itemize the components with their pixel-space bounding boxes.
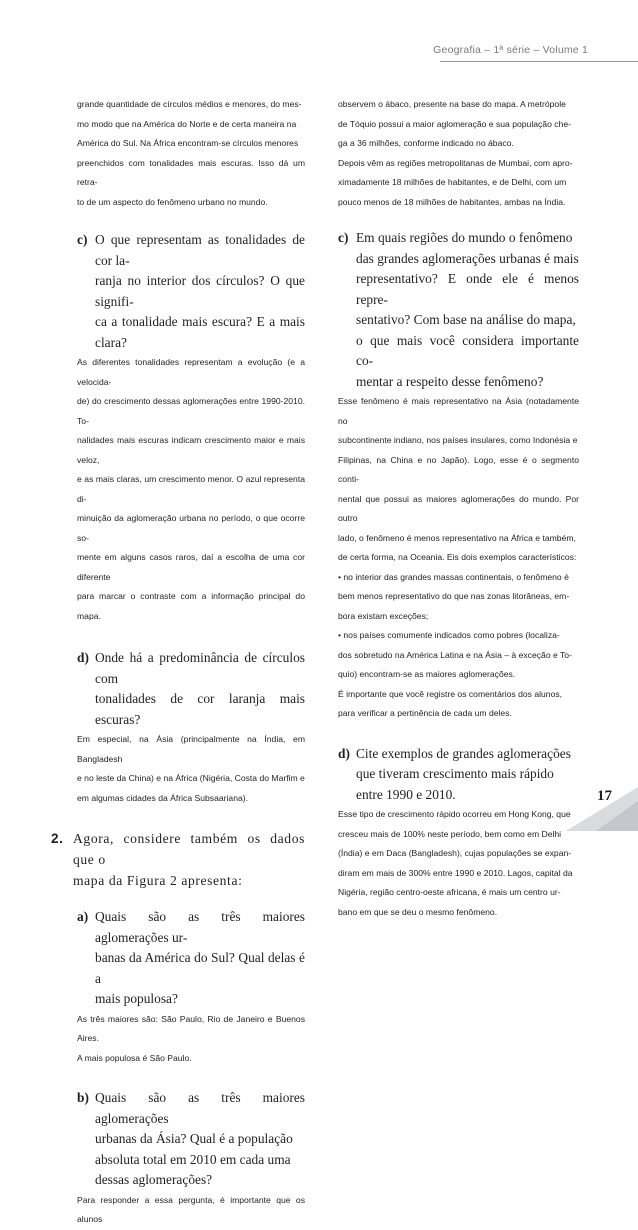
answer-line: As diferentes tonalidades representam a evolução (e a velocida-: [77, 357, 305, 387]
question-2a-text: [77, 907, 305, 1010]
question-line: sentativo? Com base na análise do mapa,: [356, 312, 576, 327]
answer-line: Depois vêm as regiões metropolitanas de Mumbai, com apro-: [338, 157, 573, 168]
answer-line: para verificar a pertinência de cada um deles.: [338, 708, 512, 718]
question-c-answer: [338, 392, 579, 724]
question-line: mentar a respeito desse fenômeno?: [356, 373, 544, 389]
answer-line: subcontinente indiano, nos países insulares, como Indonésia e: [338, 435, 578, 445]
question-line: O que representam as tonalidades de cor la-: [95, 232, 305, 268]
answer-line: em algumas cidades da África Subsaariana).: [77, 792, 249, 803]
answer-line: de) do crescimento dessas aglomerações entre 1990-2010. To-: [77, 396, 305, 426]
question-line: dessas aglomerações?: [95, 1172, 213, 1187]
question-2b-text: [77, 1088, 305, 1191]
question-line: Quais são as três maiores aglomerações: [95, 1090, 305, 1126]
answer-line: e as mais claras, um crescimento menor. O azul representa di-: [77, 474, 305, 504]
right-column: [338, 95, 579, 922]
question-c-left: [62, 230, 305, 626]
answer-line: Filipinas, na China e no Japão). Logo, esse é o segmento conti-: [338, 454, 579, 484]
answer-line: dos sobretudo na América Latina e na Ásia – à exceção e To-: [338, 649, 572, 660]
answer-line: (Índia) e em Daca (Bangladesh), cujas populações se expan-: [338, 848, 572, 858]
question-line: Quais são as três maiores aglomerações ur-: [95, 909, 305, 945]
question-c-text: [338, 228, 579, 392]
answer-line: Em especial, na Ásia (principalmente na Índia, em Bangladesh: [77, 734, 305, 764]
question-line: mais populosa?: [95, 991, 178, 1006]
question-label: c): [77, 232, 88, 247]
running-head-text: Geografia – 1ª série – Volume 1: [433, 44, 588, 56]
question-2a: [62, 907, 305, 1068]
question-line: Em quais regiões do mundo o fenômeno: [356, 230, 573, 245]
answer-line: América do Sul. Na África encontram-se círculos menores: [77, 138, 299, 148]
page-corner-decoration: [566, 787, 638, 831]
question-label: d): [338, 745, 350, 761]
question-d-text: [338, 744, 579, 806]
answer-line: preenchidos com tonalidades mais escuras. Isso dá um retra-: [77, 157, 305, 187]
question-c-right: [338, 228, 579, 724]
answer-line: Esse fenômeno é mais representativo na Ásia (notadamente no: [338, 396, 579, 426]
question-2b: [62, 1088, 305, 1230]
page-number: 17: [597, 788, 612, 804]
question-label: d): [77, 650, 89, 665]
question-2: [51, 828, 305, 891]
question-line: que tiveram crescimento mais rápido: [356, 766, 554, 781]
answer-line: bem menos representativo do que nas zonas litorâneas, em-: [338, 591, 570, 601]
answer-line: É importante que você registre os comentários dos alunos,: [338, 688, 563, 699]
answer-line: observem o ábaco, presente na base do mapa. A metrópole: [338, 99, 566, 109]
answer-line: ximadamente 18 milhões de habitantes, e de Delhi, com um: [338, 177, 567, 187]
answer-line: e no leste da China) e na África (Nigéria, Costa do Marfim e: [77, 773, 305, 783]
answer-line: diram em mais de 300% entre 1990 e 2010. Lagos, capital da: [338, 867, 573, 878]
question-number: 2.: [51, 831, 64, 846]
question-line: absoluta total em 2010 em cada uma: [95, 1151, 291, 1167]
question-line: representativo? E onde ele é menos repre-: [356, 271, 579, 307]
right-intro: [338, 95, 579, 212]
question-line: ca a tonalidade mais escura? E a mais clara?: [95, 314, 305, 350]
answer-line: cresceu mais de 100% neste período, bem como em Delhi: [338, 828, 562, 839]
question-line: Onde há a predominância de círculos com: [95, 650, 305, 686]
question-d-answer: [77, 730, 305, 808]
answer-line: para marcar o contraste com a informação principal do mapa.: [77, 591, 305, 621]
answer-line: de certa forma, na Oceania. Eis dois exemplos característicos:: [338, 552, 577, 562]
question-d-right: [338, 744, 579, 923]
left-column: [51, 95, 305, 1230]
question-line: o que mais você considera importante co-: [356, 332, 579, 368]
question-d-answer: [338, 805, 579, 922]
answer-line: de Tóquio possui a maior aglomeração e sua população che-: [338, 118, 571, 129]
answer-line: bano em que se deu o mesmo fenômeno.: [338, 906, 498, 917]
answer-line: nalidades mais escuras indicam crescimento maior e mais veloz,: [77, 435, 305, 465]
answer-line: bora existam exceções;: [338, 610, 429, 621]
answer-line: to de um aspecto do fenômeno urbano no mundo.: [77, 196, 268, 207]
question-line: banas da América do Sul? Qual delas é a: [95, 950, 305, 986]
answer-line: Para responder a essa pergunta, é importante que os alunos: [77, 1194, 305, 1224]
question-label: a): [77, 909, 89, 924]
answer-line: pouco menos de 18 milhões de habitantes, ambas na Índia.: [338, 196, 566, 207]
answer-line: quio) encontram-se as maiores aglomerações.: [338, 669, 516, 679]
running-head-rule: [440, 61, 638, 62]
question-line: Cite exemplos de grandes aglomerações: [356, 745, 571, 761]
question-2a-answer: [77, 1010, 305, 1069]
answer-line: mo modo que na América do Norte e de certa maneira na: [77, 118, 297, 129]
question-c-text: [77, 230, 305, 353]
answer-line: Nigéria, região centro-oeste africana, é mais um centro ur-: [338, 887, 561, 897]
question-line: ranja no interior dos círculos? O que signifi-: [95, 273, 305, 309]
question-2b-answer: [77, 1191, 305, 1230]
question-label: b): [77, 1090, 89, 1105]
question-line: urbanas da Ásia? Qual é a população: [95, 1131, 293, 1146]
answer-line: A mais populosa é São Paulo.: [77, 1052, 192, 1063]
answer-line: nental que possui as maiores aglomerações do mundo. Por outro: [338, 493, 579, 523]
left-intro: [62, 95, 305, 212]
question-line: entre 1990 e 2010.: [356, 786, 456, 802]
answer-line: grande quantidade de círculos médios e menores, do mes-: [77, 99, 302, 109]
question-label: c): [338, 230, 349, 245]
answer-line: As três maiores são: São Paulo, Rio de Janeiro e Buenos Aires.: [77, 1013, 305, 1043]
question-d-text: [77, 648, 305, 730]
answer-line: minuição da aglomeração urbana no período, o que ocorre so-: [77, 513, 305, 543]
question-line: Agora, considere também os dados que o: [73, 831, 305, 867]
answer-line: lado, o fenômeno é menos representativo na África e também,: [338, 532, 576, 543]
question-line: das grandes aglomerações urbanas é mais: [356, 250, 579, 266]
answer-line: • no interior das grandes massas continentais, o fenômeno é: [338, 571, 569, 582]
answer-line: • nos países comumente indicados como pobres (localiza-: [338, 630, 560, 640]
question-line: mapa da Figura 2 apresenta:: [73, 873, 243, 888]
question-line: tonalidades de cor laranja mais escuras?: [95, 691, 305, 727]
question-c-answer: [77, 353, 305, 626]
question-d-left: [62, 648, 305, 808]
answer-line: ga a 36 milhões, conforme indicado no ábaco.: [338, 138, 514, 148]
answer-line: Esse tipo de crescimento rápido ocorreu em Hong Kong, que: [338, 809, 571, 819]
answer-line: mente em alguns casos raros, daí a escolha de uma cor diferente: [77, 552, 305, 582]
running-head: [0, 44, 638, 58]
